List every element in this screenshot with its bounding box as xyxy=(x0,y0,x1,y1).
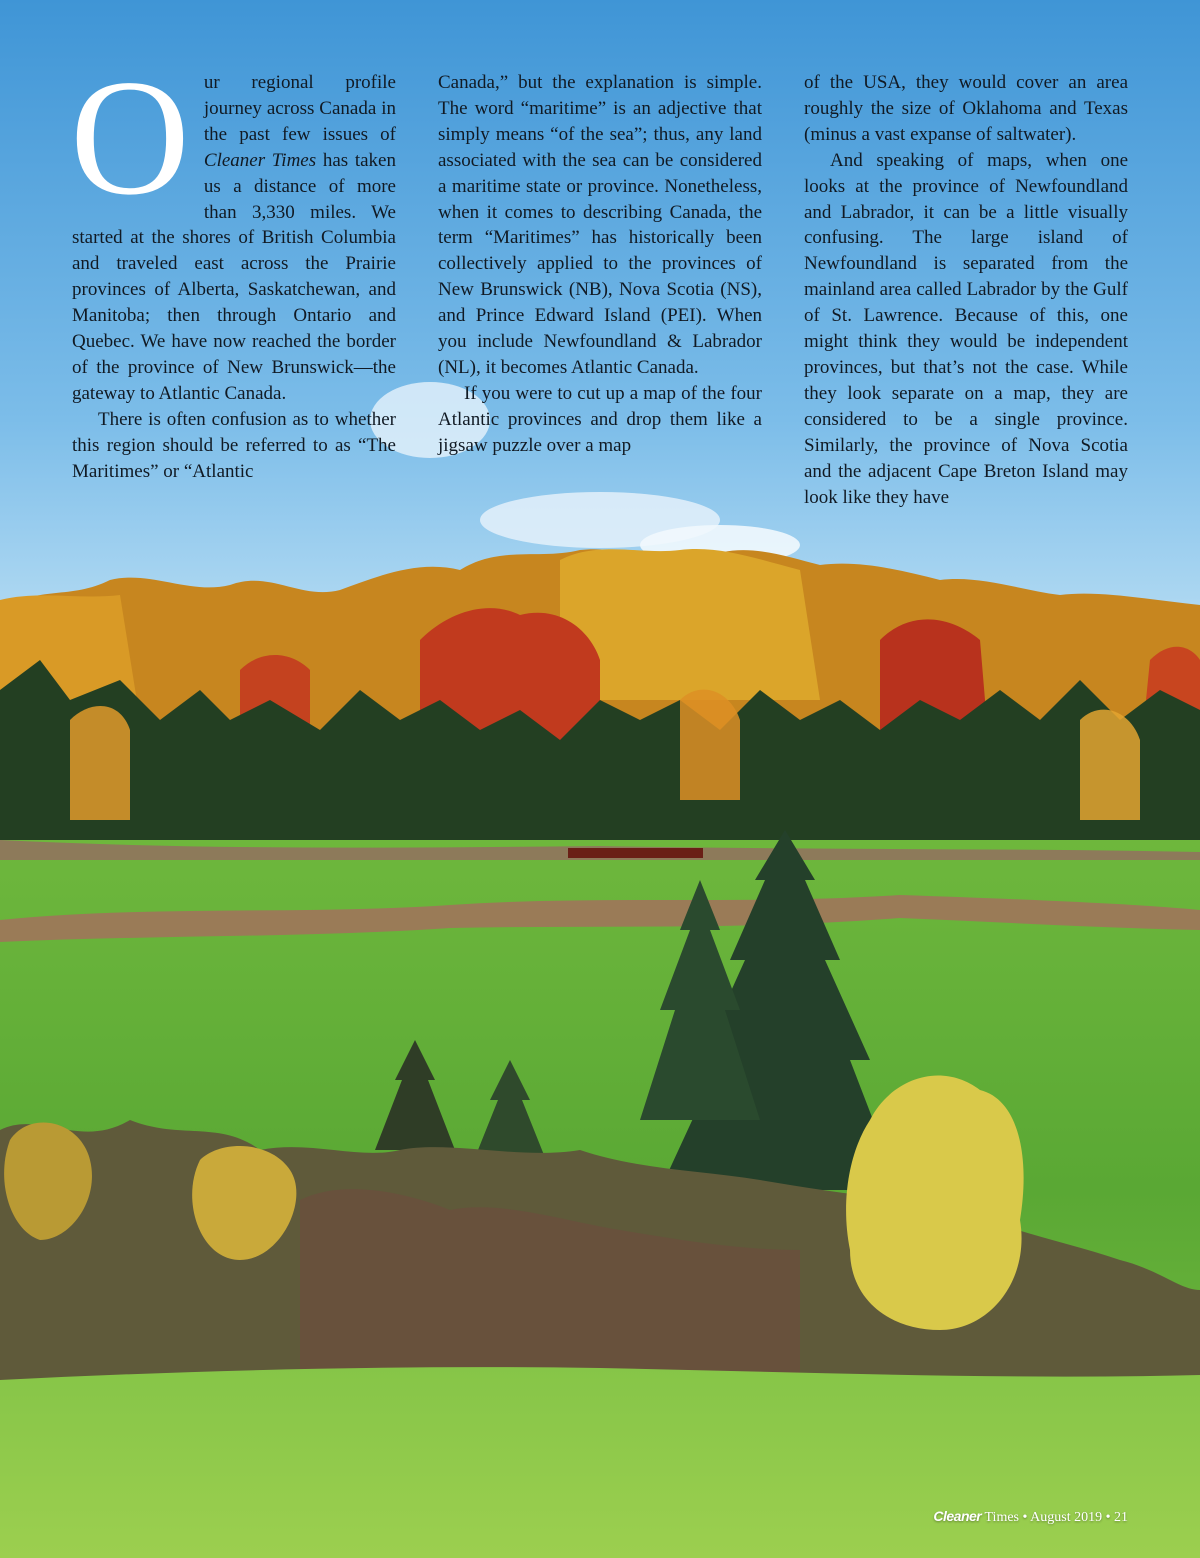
paragraph: If you were to cut up a map of the four Atlantic provinces and drop them like a jigsaw puzzle over a map xyxy=(438,382,762,456)
paragraph: Canada,” but the explanation is simple. The word “maritime” is an adjective that simply means “of the sea”; thus, any land associated with the sea can be considered a maritime state or province. Nonetheless, when it comes to describing Canada, the term “Maritimes” has historically been collectively applied to the provinces of New Brunswick (NB), Nova Scotia (NS), and Prince Edward Island (PEI). When you include Newfoundland & Labrador (NL), it becomes Atlantic Canada. xyxy=(438,72,762,378)
orange-foliage xyxy=(680,690,740,800)
paragraph-text: has taken us a distance of more than 3,330 miles. We started at the shores of British Columbia and traveled east across the Prairie provinces of Alberta, Saskatchewan, and Manitoba; then through Ontario and Quebec. We have now reached the border of the province of New Brunswick—the gateway to Atlantic Canada. xyxy=(72,149,396,404)
orange-foliage xyxy=(1080,710,1140,820)
footer-issue-page: • August 2019 • 21 xyxy=(1022,1510,1128,1525)
orange-foliage xyxy=(70,706,130,820)
farm-wagon xyxy=(568,848,703,858)
foreground-grass xyxy=(0,1367,1200,1558)
page-footer xyxy=(933,1508,1128,1526)
footer-brand-suffix: Times xyxy=(984,1510,1020,1525)
paragraph: There is often confusion as to whether this region should be referred to as “The Maritimes” or “Atlantic xyxy=(72,408,396,482)
article-column-2 xyxy=(438,70,762,510)
paragraph-text: ur regional profile journey across Canada in the past few issues of xyxy=(203,72,396,145)
paragraph: And speaking of maps, when one looks at the province of Newfoundland and Labrador, it can be a little visually confusing. The large island of Newfoundland is separated from the mainland area called Labrador by the Gulf of St. Lawrence. Because of this, one might think they would be independent provinces, but that’s not the case. While they look separate on a map, they are considered to be a single province. Similarly, the province of Nova Scotia and the adjacent Cape Breton Island may look like they have xyxy=(804,149,1128,508)
paragraph xyxy=(70,45,396,407)
magazine-title-italic: Cleaner Times xyxy=(203,149,317,171)
paragraph: of the USA, they would cover an area roughly the size of Oklahoma and Texas (minus a vast expanse of saltwater). xyxy=(804,72,1128,145)
article-column-1 xyxy=(70,45,396,510)
drop-cap: O xyxy=(70,45,190,229)
footer-brand: Cleaner xyxy=(933,1508,982,1524)
article-body xyxy=(70,45,1130,510)
article-column-3 xyxy=(804,70,1128,510)
